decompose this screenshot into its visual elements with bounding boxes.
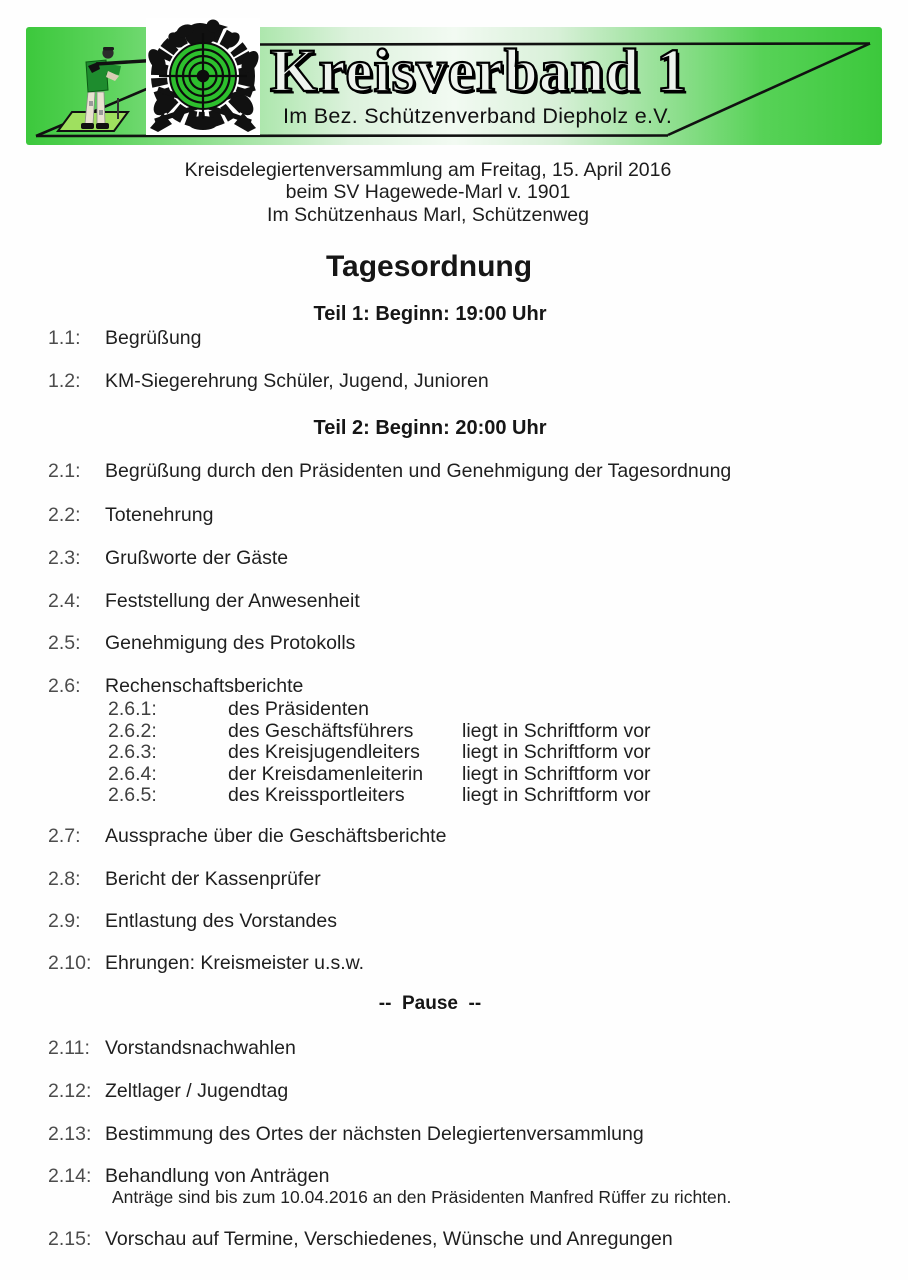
- item-text: Bestimmung des Ortes der nächsten Delegiertenversammlung: [105, 1123, 644, 1145]
- item-number: 2.6.4:: [108, 763, 157, 785]
- item-number: 2.11:: [48, 1037, 90, 1059]
- item-number: 2.2:: [48, 504, 81, 526]
- agenda-item-2-1: [0, 460, 908, 484]
- item-number: 2.7:: [48, 825, 81, 847]
- report-item-2-6-2: [0, 720, 908, 743]
- item-text: Feststellung der Anwesenheit: [105, 590, 360, 612]
- agenda-item-2-2: [0, 504, 908, 528]
- report-item-2-6-3: [0, 741, 908, 764]
- item-text: des Kreissportleiters: [228, 784, 405, 806]
- agenda-item-1-2: [0, 370, 908, 394]
- intro-line-1: Kreisdelegiertenversammlung am Freitag, 15. April 2016: [184, 159, 672, 181]
- report-item-2-6-5: [0, 784, 908, 807]
- item-text: Begrüßung: [105, 327, 202, 349]
- item-number: 2.3:: [48, 547, 81, 569]
- item-number: 2.12:: [48, 1080, 92, 1102]
- item-note: liegt in Schriftform vor: [462, 784, 651, 806]
- item-text: der Kreisdamenleiterin: [228, 763, 424, 785]
- item-text: Totenehrung: [105, 504, 214, 526]
- item-number: 2.4:: [48, 590, 81, 612]
- agenda-item-2-6: [0, 675, 908, 699]
- pause-heading: -- Pause --: [378, 993, 482, 1014]
- item-number: 2.15:: [48, 1228, 92, 1250]
- item-text: Entlastung des Vorstandes: [105, 910, 337, 932]
- item-number: 1.2:: [48, 370, 81, 392]
- agenda-item-2-9: [0, 910, 908, 934]
- agenda-item-2-15: [0, 1228, 908, 1252]
- banner-title: Kreisverband 1: [270, 38, 688, 105]
- item-number: 2.5:: [48, 632, 81, 654]
- agenda-item-2-7: [0, 825, 908, 849]
- agenda-item-2-10: [0, 952, 908, 976]
- target-wreath-eagle-emblem-icon: [145, 18, 262, 135]
- meeting-intro: [0, 159, 856, 226]
- item-text: des Präsidenten: [228, 698, 369, 720]
- agenda-item-1-1: [0, 327, 908, 351]
- item-number: 2.1:: [48, 460, 81, 482]
- item-text: Bericht der Kassenprüfer: [105, 868, 321, 890]
- agenda-item-2-4: [0, 590, 908, 614]
- item-text: des Kreisjugendleiters: [228, 741, 420, 763]
- banner-subtitle: Im Bez. Schützenverband Diepholz e.V.: [283, 104, 673, 128]
- item-number: 2.6.3:: [108, 741, 157, 763]
- agenda-item-2-14-note: Anträge sind bis zum 10.04.2016 an den Präsidenten Manfred Rüffer zu richten.: [112, 1187, 732, 1207]
- agenda-item-2-3: [0, 547, 908, 571]
- agenda-item-2-14: [0, 1165, 908, 1189]
- agenda-item-2-5: [0, 632, 908, 656]
- item-text: Rechenschaftsberichte: [105, 675, 304, 697]
- part1-heading: Teil 1: Beginn: 19:00 Uhr: [313, 303, 547, 325]
- item-text: Aussprache über die Geschäftsberichte: [105, 825, 447, 847]
- agenda-item-2-11: [0, 1037, 908, 1061]
- item-text: Begrüßung durch den Präsidenten und Genehmigung der Tagesordnung: [105, 460, 732, 482]
- item-note: liegt in Schriftform vor: [462, 763, 651, 785]
- item-number: 2.6.2:: [108, 720, 157, 742]
- document-title: Tagesordnung: [325, 250, 533, 283]
- item-number: 2.8:: [48, 868, 81, 890]
- item-note: liegt in Schriftform vor: [462, 741, 651, 763]
- intro-line-3: Im Schützenhaus Marl, Schützenweg: [267, 203, 589, 226]
- item-number: 2.10:: [48, 952, 92, 974]
- agenda-item-2-8: [0, 868, 908, 892]
- item-text: Behandlung von Anträgen: [105, 1165, 330, 1187]
- report-item-2-6-4: [0, 763, 908, 786]
- item-text: Ehrungen: Kreismeister u.s.w.: [105, 952, 365, 974]
- item-number: 2.13:: [48, 1123, 92, 1145]
- item-text: Vorstandsnachwahlen: [105, 1037, 296, 1059]
- item-note: liegt in Schriftform vor: [462, 720, 651, 742]
- item-text: Genehmigung des Protokolls: [105, 632, 356, 654]
- item-number: 1.1:: [48, 327, 81, 349]
- item-number: 2.6:: [48, 675, 81, 697]
- item-number: 2.6.1:: [108, 698, 157, 720]
- agenda-item-2-12: [0, 1080, 908, 1104]
- part2-heading: Teil 2: Beginn: 20:00 Uhr: [313, 417, 547, 439]
- item-number: 2.6.5:: [108, 784, 157, 806]
- item-number: 2.9:: [48, 910, 81, 932]
- intro-line-2: beim SV Hagewede-Marl v. 1901: [285, 181, 571, 204]
- report-item-2-6-1: [0, 698, 908, 721]
- item-text: KM-Siegerehrung Schüler, Jugend, Junioren: [105, 370, 489, 392]
- item-number: 2.14:: [48, 1165, 92, 1187]
- item-text: des Geschäftsführers: [228, 720, 414, 742]
- item-text: Vorschau auf Termine, Verschiedenes, Wünsche und Anregungen: [105, 1228, 673, 1250]
- item-text: Zeltlager / Jugendtag: [105, 1080, 289, 1102]
- item-text: Grußworte der Gäste: [105, 547, 289, 569]
- agenda-item-2-13: [0, 1123, 908, 1147]
